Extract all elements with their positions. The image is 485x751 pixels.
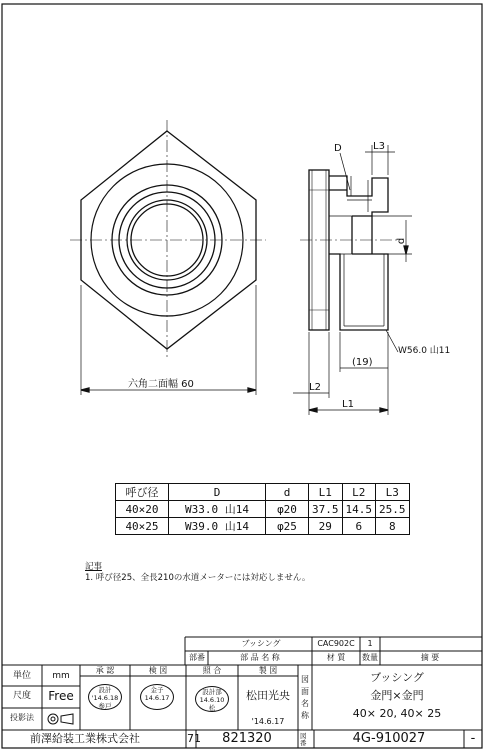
- code-prefix: 71: [187, 732, 201, 745]
- drawn-label: 製 図: [258, 666, 278, 675]
- spec-header: L1: [309, 484, 343, 501]
- spec-table: [115, 483, 410, 535]
- spec-cell: 25.5: [376, 501, 410, 518]
- dim-L2-label: L2: [309, 382, 321, 393]
- spec-header: L2: [342, 484, 376, 501]
- col-part-name: 部 品 名 称: [240, 653, 280, 662]
- col-part-no: 部番: [189, 653, 205, 662]
- spec-cell: φ20: [266, 501, 309, 518]
- drawing-name-side-label: 図 面 名 称: [301, 675, 309, 720]
- front-view: [70, 120, 266, 395]
- spec-cell: 8: [376, 518, 410, 535]
- spec-header-row: [116, 484, 410, 501]
- drawing-number-suffix: -: [470, 731, 476, 746]
- spec-header: d: [266, 484, 309, 501]
- drawn-date: '14.6.17: [251, 717, 285, 726]
- spec-header: 呼び径: [116, 484, 169, 501]
- spec-cell: W33.0 山14: [169, 501, 266, 518]
- spec-cell: W39.0 山14: [169, 518, 266, 535]
- company-name: 前澤給装工業株式会社: [30, 732, 140, 745]
- unit-label: 単位: [12, 671, 31, 681]
- projection-label: 投影法: [10, 713, 34, 722]
- spec-cell: 29: [309, 518, 343, 535]
- spec-cell: 40×25: [116, 518, 169, 535]
- approval-stamp: 設計 '14.6.18 参戸: [88, 684, 122, 710]
- part-quantity: 1: [367, 639, 373, 648]
- projection-symbol-icon: [46, 712, 76, 726]
- col-qty: 数量: [362, 653, 378, 662]
- col-material: 材 質: [326, 653, 346, 662]
- spec-cell: 40×20: [116, 501, 169, 518]
- inspect-stamp: 設計部 14.6.10 松: [195, 686, 229, 712]
- drawing-number: 4G-910027: [352, 731, 426, 746]
- approved-label: 承 認: [95, 666, 115, 675]
- spec-row: [116, 501, 410, 518]
- drawing-no-label: 図番: [300, 732, 307, 748]
- notes-title: 記事: [85, 562, 103, 572]
- inspected-label: 照 合: [202, 666, 222, 675]
- notes: [85, 562, 310, 585]
- check-stamp: 金子 14.6.17: [140, 684, 174, 710]
- spec-cell: 14.5: [342, 501, 376, 518]
- checked-label: 検 図: [148, 666, 168, 675]
- side-view: [293, 145, 412, 415]
- dim-D-label: D: [334, 143, 342, 154]
- spec-row: [116, 518, 410, 535]
- drawing-code: 821320: [222, 731, 272, 746]
- thread-label: W56.0 山11: [398, 346, 451, 356]
- spec-cell: 6: [342, 518, 376, 535]
- part-code: CAC902C: [317, 639, 355, 648]
- part-name-small: ブッシング: [241, 639, 281, 648]
- unit-value: mm: [52, 671, 70, 681]
- dim-L1-label: L1: [342, 399, 354, 410]
- scale-value: Free: [48, 689, 74, 703]
- col-summary: 摘 要: [420, 653, 440, 662]
- scale-label: 尺度: [12, 691, 31, 701]
- dim-L3-label: L3: [373, 141, 385, 152]
- title-line-3: 40× 20, 40× 25: [352, 707, 442, 720]
- dim-d-label: d: [396, 237, 408, 245]
- spec-header: D: [169, 484, 266, 501]
- dim-19-label: (19): [352, 357, 373, 368]
- spec-cell: φ25: [266, 518, 309, 535]
- spec-header: L3: [376, 484, 410, 501]
- notes-line: 1. 呼び径25、全長210の水道メーターには対応しません。: [85, 573, 311, 584]
- title-line-2: 金門×金門: [370, 689, 424, 702]
- hex-width-label: 六角二面幅 60: [128, 379, 194, 390]
- title-line-1: ブッシング: [370, 671, 424, 684]
- drawer-name: 松田光央: [246, 689, 290, 702]
- spec-cell: 37.5: [309, 501, 343, 518]
